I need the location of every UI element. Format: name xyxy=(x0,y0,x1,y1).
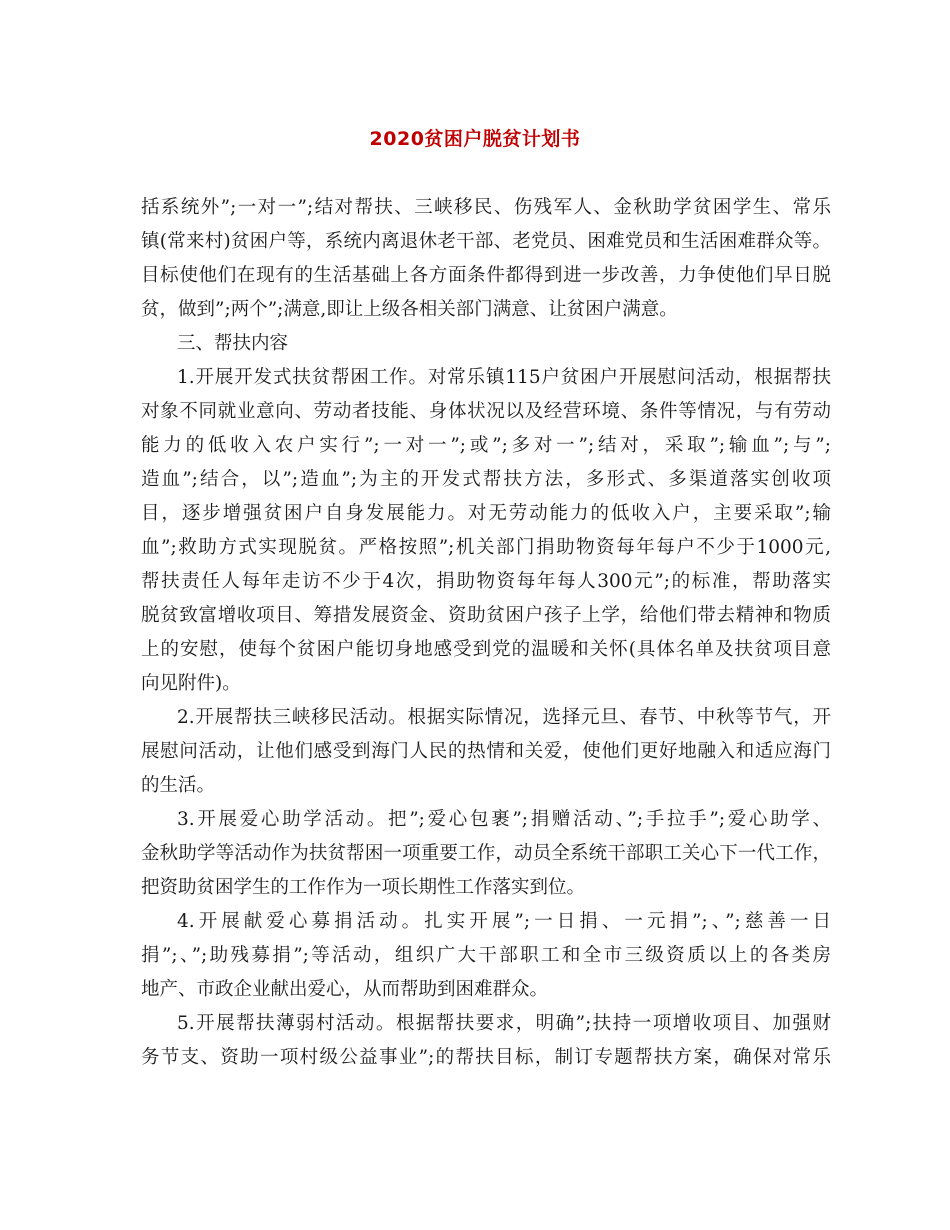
text-line: 上的安慰，使每个贫困户能切身地感受到党的温暖和关怀(具体名单及扶贫项目意 xyxy=(141,639,831,660)
document-title: 2020贫困户脱贫计划书 xyxy=(369,128,581,150)
text-line: 造血”;结合，以”;造血”;为主的开发式帮扶方法，多形式、多渠道落实创收项 xyxy=(141,469,831,490)
text-line: 金秋助学等活动作为扶贫帮困一项重要工作，动员全系统干部职工关心下一代工作， xyxy=(141,843,831,864)
text-line: 镇(常来村)贫困户等，系统内离退休老干部、老党员、困难党员和生活困难群众等。 xyxy=(141,231,831,252)
text-line: 血”;救助方式实现脱贫。严格按照”;机关部门捐助物资每年每户不少于1000元, xyxy=(141,537,831,558)
text-line: 目，逐步增强贫困户自身发展能力。对无劳动能力的低收入户，主要采取”;输 xyxy=(141,503,831,524)
section-heading: 三、帮扶内容 xyxy=(177,333,289,354)
text-line: 把资助贫困学生的工作作为一项长期性工作落实到位。 xyxy=(141,877,586,898)
text-line: 1.开展开发式扶贫帮困工作。对常乐镇115户贫困户开展慰问活动，根据帮扶 xyxy=(177,367,831,388)
text-line: 地产、市政企业献出爱心，从而帮助到困难群众。 xyxy=(141,979,549,1000)
text-line: 对象不同就业意向、劳动者技能、身体状况以及经营环境、条件等情况，与有劳动 xyxy=(141,401,831,422)
text-line: 贫，做到”;两个”;满意,即让上级各相关部门满意、让贫困户满意。 xyxy=(141,299,678,320)
text-line: 捐”;、”;助残募捐”;等活动，组织广大干部职工和全市三级资质以上的各类房 xyxy=(141,945,831,966)
text-line: 脱贫致富增收项目、筹措发展资金、资助贫困户孩子上学，给他们带去精神和物质 xyxy=(141,605,831,626)
text-line: 展慰问活动，让他们感受到海门人民的热情和关爱，使他们更好地融入和适应海门 xyxy=(141,741,831,762)
text-line: 的生活。 xyxy=(141,775,216,796)
text-line: 帮扶责任人每年走访不少于4次，捐助物资每年每人300元”;的标准，帮助落实 xyxy=(141,571,831,592)
text-line: 括系统外”;一对一”;结对帮扶、三峡移民、伤残军人、金秋助学贫困学生、常乐 xyxy=(141,197,831,218)
text-line: 能力的低收入农户实行”;一对一”;或”;多对一”;结对，采取”;输血”;与”; xyxy=(141,435,831,456)
text-line: 目标使他们在现有的生活基础上各方面条件都得到进一步改善，力争使他们早日脱 xyxy=(141,265,831,286)
text-line: 向见附件)。 xyxy=(141,673,241,694)
text-line: 2.开展帮扶三峡移民活动。根据实际情况，选择元旦、春节、中秋等节气，开 xyxy=(177,707,831,728)
text-line: 4.开展献爱心募捐活动。扎实开展”;一日捐、一元捐”;、”;慈善一日 xyxy=(177,911,831,932)
text-line: 5.开展帮扶薄弱村活动。根据帮扶要求，明确”;扶持一项增收项目、加强财 xyxy=(177,1013,831,1034)
text-line: 3.开展爱心助学活动。把”;爱心包裹”;捐赠活动、”;手拉手”;爱心助学、 xyxy=(177,809,831,830)
text-line: 务节支、资助一项村级公益事业”;的帮扶目标，制订专题帮扶方案，确保对常乐 xyxy=(141,1047,831,1068)
